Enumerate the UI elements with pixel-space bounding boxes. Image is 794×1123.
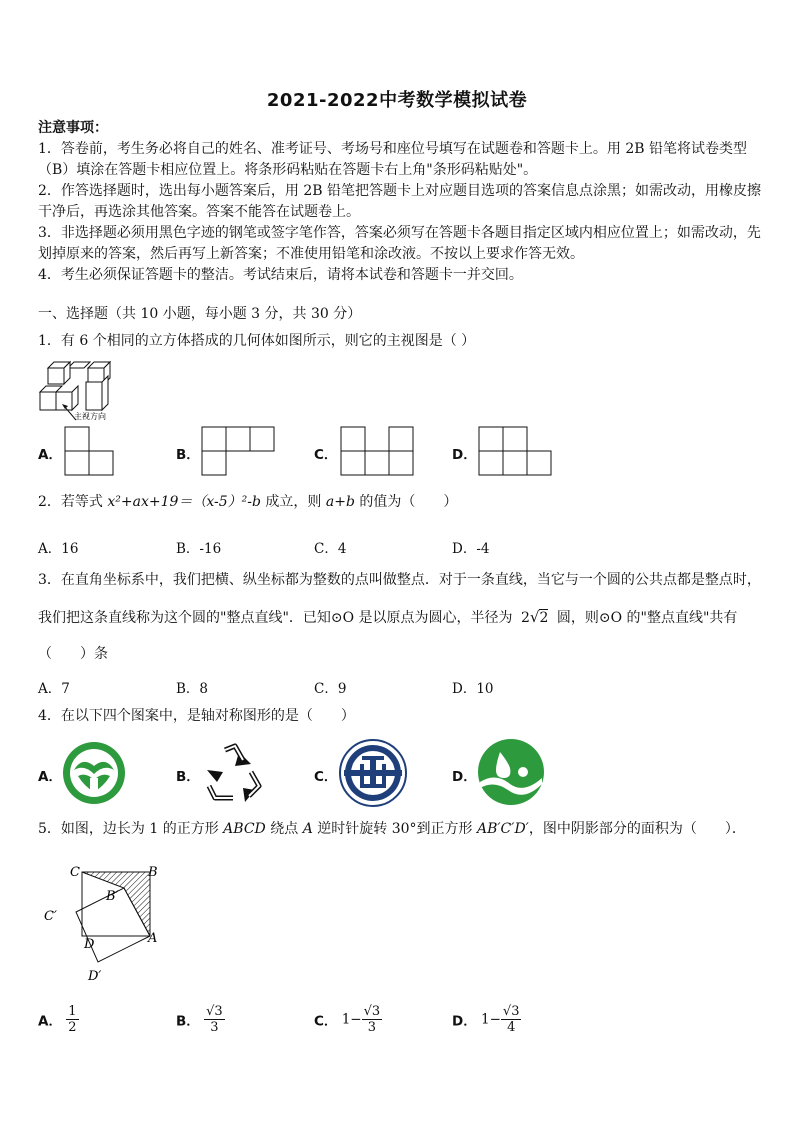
q2-option-a: A．16 [38,541,79,557]
q3-option-d: D．10 [452,681,494,697]
q5-option-b [176,1004,225,1035]
q3-stem-line3: （ ）条 [38,646,108,662]
q5-label-c-prime: C′ [44,909,57,924]
q5-option-c [314,1004,382,1035]
q5-geometry-figure [40,858,170,990]
q4-stem: 4．在以下四个图案中，是轴对称图形的是（ ） [38,708,355,724]
q1-stem: 1．有 6 个相同的立方体搭成的几何体如图所示，则它的主视图是（ ） [38,333,476,349]
q5-option-d-pre: 1− [481,1011,501,1028]
q5-option-a-label: A． [38,1013,62,1030]
q3-stem-pre: 我们把这条直线称为这个圆的"整点直线"．已知⊙O 是以原点为圆心，半径为 [38,610,513,626]
q3-radius: 2√2 [521,608,549,626]
notice-line: （B）填涂在答题卡相应位置上。将条形码粘贴在答题卡右上角"条形码粘贴处"。 [38,162,538,178]
q5-option-b-label: B． [176,1013,200,1030]
q5-option-a-num: 1 [68,1004,77,1019]
q3-radius-coef: 2 [521,610,530,626]
q4-option-b-label: B． [176,769,200,785]
q1-option-d-label: D． [452,447,477,463]
notice-line: 1．答卷前，考生务必将自己的姓名、准考证号、考场号和座位号填写在试题卷和答题卡上。用 2B 铅笔将试卷类型 [38,141,747,157]
q5-stem-pre: 5．如图，边长为 1 的正方形 [38,821,224,837]
q5-stem-mid2: 逆时针旋转 30°到正方形 [312,821,477,837]
q1-cube-figure [38,358,120,422]
q1-view-label: 主视方向 [74,412,106,421]
q2-option-b: B．-16 [176,541,222,557]
q4-option-a-label: A． [38,769,62,785]
notice-heading: 注意事项： [38,120,108,136]
q1-option-d-figure [478,426,554,476]
q4-option-d-label: D． [452,769,477,785]
q4-option-a-logo [60,740,128,806]
q5-stem-mid: 绕点 [265,821,303,837]
q5-option-d-den: 4 [507,1020,516,1035]
q1-option-b-figure [201,426,277,476]
q1-option-c-label: C． [314,447,338,463]
q5-option-a [38,1004,79,1035]
q5-option-c-fraction [362,1004,383,1035]
q5-label-b-prime: B′ [106,889,119,904]
q5-option-b-den: 3 [210,1020,219,1035]
page-title: 2021-2022中考数学模拟试卷 [266,90,528,111]
notice-line: 干净后，再选涂其他答案。答案不能答在试题卷上。 [38,204,360,220]
q5-option-c-num: √3 [363,1004,381,1019]
q2-a-plus-b: a+b [325,494,355,510]
q3-stem-line2 [38,607,737,629]
q2-stem [38,492,457,513]
q5-option-b-num: √3 [206,1004,223,1019]
q1-option-c-figure [340,426,416,476]
q5-option-a-den: 2 [68,1020,77,1035]
notice-line: 4．考生必须保证答题卡的整洁。考试结束后，请将本试卷和答题卡一并交回。 [38,267,523,283]
q2-stem-post: 成立，则 [260,494,326,510]
q5-stem [38,819,746,840]
q5-option-d-label: D． [452,1013,477,1030]
q2-equation: x²+ax+19＝（x-5）²-b [107,494,261,510]
q1-option-a-label: A． [38,447,62,463]
q5-option-b-fraction [204,1004,225,1035]
q5-option-d-num: √3 [502,1004,520,1019]
q5-label-d: D [84,937,95,952]
q3-stem-line1: 3．在直角坐标系中，我们把横、纵坐标都为整数的点叫做整点．对于一条直线，当它与一个圆的公共点都是整点时， [38,572,761,588]
q4-option-c-label: C． [314,769,338,785]
q5-option-a-fraction [66,1004,78,1035]
q5-square-rotated: AB′C′D′ [476,821,529,837]
q3-option-a: A．7 [38,681,70,697]
q5-label-d-prime: D′ [88,969,102,984]
q1-option-b-label: B． [176,447,200,463]
q5-option-d [452,1004,521,1035]
q5-option-c-label: C． [314,1013,338,1030]
q3-option-b: B．8 [176,681,209,697]
q4-option-d-logo [476,738,546,806]
q4-option-b-recycle-icon [199,738,267,806]
q3-radius-radicand: 2 [539,610,549,626]
q2-option-d: D．-4 [452,541,490,557]
q3-stem-post: 圆，则⊙O 的"整点直线"共有 [556,610,738,626]
q5-option-c-pre: 1− [341,1011,362,1028]
section-heading: 一、选择题（共 10 小题，每小题 3 分，共 30 分） [38,306,362,322]
q5-label-c: C [70,865,80,880]
q5-option-c-den: 3 [367,1020,377,1035]
q2-option-c: C．4 [314,541,347,557]
notice-line: 2．作答选择题时，选出每小题答案后，用 2B 铅笔把答题卡上对应题目选项的答案信息点涂黑；如需改动，用橡皮擦 [38,183,761,199]
notice-line: 3．非选择题必须用黑色字迹的钢笔或签字笔作答，答案必须写在答题卡各题目指定区域内相应位置上；如需改动，先 [38,225,761,241]
q1-option-a-figure [64,426,114,476]
q4-option-c-logo [338,738,408,808]
q5-label-b: B [148,865,158,880]
q5-square-abcd: ABCD [223,821,266,837]
q5-option-d-fraction [501,1004,522,1035]
q5-point-a: A [302,821,313,837]
q5-label-a: A [148,931,158,946]
q3-option-c: C．9 [314,681,347,697]
q5-stem-end: ，图中阴影部分的面积为（ ）． [528,821,746,837]
notice-line: 划掉原来的答案，然后再写上新答案；不准使用铅笔和涂改液。不按以上要求作答无效。 [38,246,584,262]
q2-stem-pre: 2．若等式 [38,494,108,510]
q2-stem-end: 的值为（ ） [354,494,458,510]
